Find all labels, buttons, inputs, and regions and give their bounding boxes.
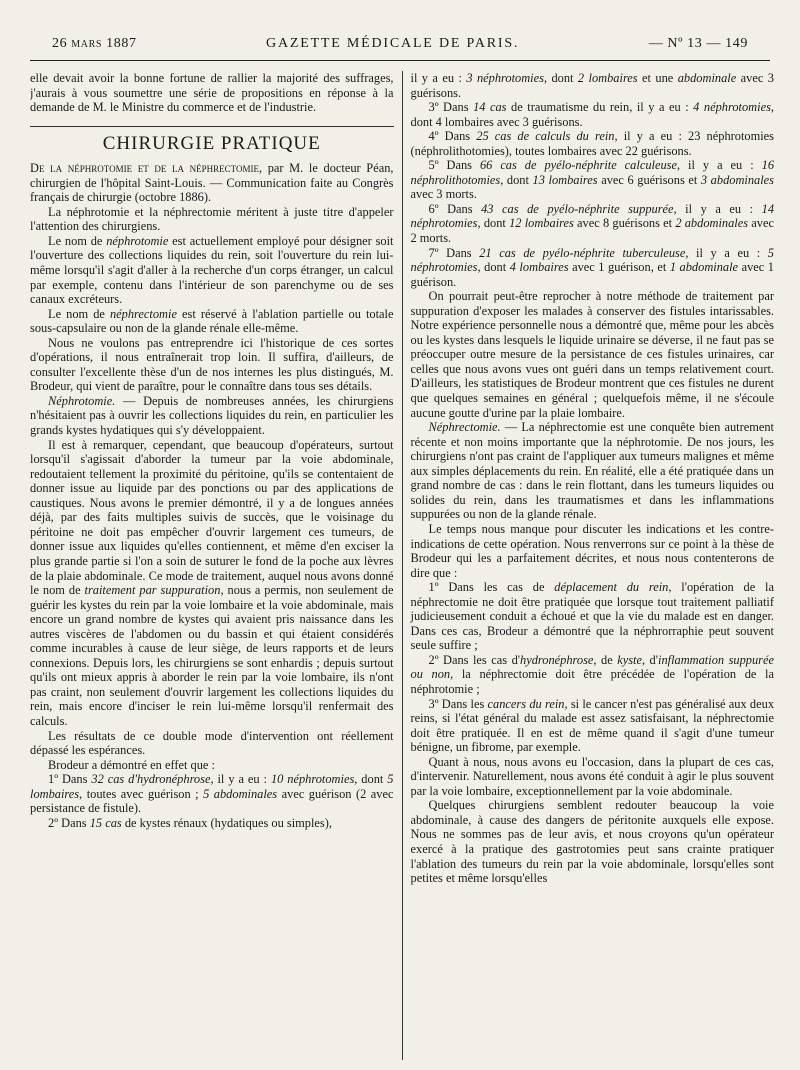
list-item: 1º Dans 32 cas d'hydronéphrose, il y a eu : 10 néphrotomies, dont 5 lombaires, toutes avec guérison ; 5 abdominales avec guérison (2 avec persistance de fistule). — [30, 772, 394, 816]
header-rule — [30, 60, 770, 61]
list-item: 6º Dans 43 cas de pyélo-néphrite suppurée, il y a eu : 14 néphrotomies, dont 12 lombaires avec 8 guérisons et 2 abdominales avec 2 morts. — [410, 201, 774, 246]
paragraph: Nous ne voulons pas entreprendre ici l'historique de ces sortes d'opérations, il nous entraînerait trop loin. Il suffira, d'ailleurs, de consulter l'excellente thèse d'un de nos internes les plus distingués, M. Brodeur, qui vient de paraître, pour le connaître dans tous ses détails. — [30, 335, 394, 394]
page-header — [52, 36, 748, 52]
list-item: 1º Dans les cas de déplacement du rein, l'opération de la néphrectomie ne doit être pratiquée que lorsque tout traitement palliatif judicieusement conduit a échoué et que la vie du malade est en danger. Dans ces cas, Brodeur a démontré que la néphrorraphie peut souvent seule suffire ; — [410, 580, 774, 653]
paragraph: Quant à nous, nous avons eu l'occasion, dans la plupart de ces cas, d'intervenir. Naturellement, nous avons été conduit à agir le plus souvent par la voie lombaire, exceptionnellement par la voie abdominale. — [410, 754, 774, 798]
paragraph: Les résultats de ce double mode d'intervention ont réellement dépassé les espérances. — [30, 728, 394, 758]
list-item: 2º Dans les cas d'hydronéphrose, de kyste, d'inflammation suppurée ou non, la néphrectomie doit être précédée de l'opération de la néphrotomie ; — [410, 652, 774, 696]
list-item: 4º Dans 25 cas de calculs du rein, il y a eu : 23 néphrotomies (néphrolithotomies), toutes lombaires avec 22 guérisons. — [410, 129, 774, 158]
intro-paragraph: elle devait avoir la bonne fortune de rallier la majorité des suffrages, j'aurais à vous soumettre une série de propositions en réponse à la demande de M. le Ministre du commerce et de l'industrie. — [30, 71, 394, 115]
byline-title: De la néphrotomie et de la néphrectomie, — [30, 161, 263, 176]
paragraph: Il est à remarquer, cependant, que beaucoup d'opérateurs, surtout lorsqu'il s'agissait d'aborder la tumeur par la voie abdominale, redoutaient tellement la proximité du péritoine, qu'ils se contentaient de donner issue au liquide par des ponctions ou par des applications de caustiques. Nous avons le premier démontré, il y a de longues années déjà, par des faits multiples suivis de succès, que le voisinage du péritoine ne doit pas empêcher d'ouvrir largement ces tumeurs, de donner issue aux liquides qu'elles contiennent, et même d'en exciser la plus grande partie si l'on a soin de suturer le fond de la poche aux lèvres de la plaie abdominale. Ce mode de traitement, auquel nous avons donné le nom de traitement par suppuration, nous a permis, non seulement de guérir les kystes du rein par la voie lombaire et la voie abdominale, mais encore un grand nombre de kystes qui avaient pris naissance dans les autres viscères de l'abdomen ou du bassin et qui étaient considérés comme incurables à cause de leur siège, de leurs rapports et de leurs connexions. Depuis lors, les chirurgiens se sont enhardis ; depuis surtout qu'ils ont mieux appris à aborder le rein par la voie lombaire, ils n'ont pas craint, non seulement d'ouvrir largement les collections liquides du rein, mais encore d'inciser le rein lui-même lorsqu'il renfermait des calculs. — [30, 437, 394, 728]
list-item: 7º Dans 21 cas de pyélo-néphrite tuberculeuse, il y a eu : 5 néphrotomies, dont 4 lombaires avec 1 guérison, et 1 abdominale avec 1 guérison. — [410, 245, 774, 289]
list-item: 3º Dans 14 cas de traumatisme du rein, il y a eu : 4 néphrotomies, dont 4 lombaires avec 3 guérisons. — [410, 100, 774, 129]
list-item: 5º Dans 66 cas de pyélo-néphrite calculeuse, il y a eu : 16 néphrolithotomies, dont 13 lombaires avec 6 guérisons et 3 abdominales avec 3 morts. — [410, 158, 774, 202]
paragraph: Le temps nous manque pour discuter les indications et les contre-indications de cette opération. Nous renverrons sur ce point à la thèse de Brodeur qui les a parfaitement décrites, et nous nous contenterons de dire que : — [410, 521, 774, 580]
paragraph: Quelques chirurgiens semblent redouter beaucoup la voie abdominale, à cause des dangers de péritonite auxquels elle expose. Nous ne sommes pas de leur avis, et nous croyons qu'un opérateur exercé à la pratique des gastrotomies peut sans crainte pratiquer l'ablation des tumeurs du rein par la voie abdominale, lorsqu'elles sont petites et même lorsqu'elles — [410, 798, 774, 886]
article-byline — [30, 161, 394, 205]
header-title: GAZETTE MÉDICALE DE PARIS. — [266, 36, 520, 51]
paragraph: il y a eu : 3 néphrotomies, dont 2 lombaires et une abdominale avec 3 guérisons. — [410, 71, 774, 100]
header-page-number: — Nº 13 — 149 — [648, 36, 748, 51]
paragraph: Le nom de néphrectomie est réservé à l'ablation partielle ou totale sous-capsulaire ou non de la glande rénale elle-même. — [30, 306, 394, 336]
paragraph: Néphrotomie. — Depuis de nombreuses années, les chirurgiens n'hésitaient pas à ouvrir les collections liquides du rein, en particulier les grands kystes hydatiques qui s'y développaient. — [30, 393, 394, 438]
paragraph: Néphrectomie. — La néphrectomie est une conquête bien autrement récente et non moins importante que la néphrotomie. De nos jours, les chirurgiens n'ont pas craint de l'appliquer aux tumeurs malignes et même aux simples déplacements du rein. En réalité, elle a été pratiquée dans un grand nombre de cas : dans le rein flottant, dans les tumeurs liquides ou solides du rein, dans les traumatismes et dans les inflammations suppurées ou non de la glande rénale. — [410, 420, 774, 522]
list-item: 2º Dans 15 cas de kystes rénaux (hydatiques ou simples), — [48, 815, 332, 830]
right-column — [403, 71, 775, 1060]
paragraph: On pourrait peut-être reprocher à notre méthode de traitement par suppuration d'exposer les malades à conserver des fistules intarissables. Notre expérience personnelle nous a démontré que, même pour les abcès ou les kystes dans lesquels le liquide urinaire se déverse, il ne faut pas se préoccuper outre mesure de la persistance de ces fistules urinaires, car celles que nous avons vues ont guéri dans un temps relativement court. D'ailleurs, les statistiques de Brodeur montrent que ces fistules ne durent que quelques semaines en général ; quelquefois même, il ne s'écoule aucune goutte d'urine par la plaie lombaire. — [410, 289, 774, 420]
section-rule — [30, 126, 394, 127]
byline-rest: par M. le docteur Péan, chirurgien de l'hôpital Saint-Louis. — Communication faite au Congrès français de chirurgie (octobre 1886). — [30, 161, 394, 205]
paragraph: Brodeur a démontré en effet que : — [48, 757, 215, 772]
header-date: 26 mars 1887 — [52, 36, 137, 51]
left-column — [30, 71, 402, 1060]
paragraph: La néphrotomie et la néphrectomie méritent à juste titre d'appeler l'attention des chirurgiens. — [30, 204, 394, 234]
section-title: CHIRURGIE PRATIQUE — [102, 132, 321, 154]
paragraph: Le nom de néphrotomie est actuellement employé pour désigner soit l'ouverture des collections liquides du rein, soit l'ouverture du rein lui-même lorsqu'il s'agit d'aller à la recherche d'un corps étranger, un calcul par exemple, contenu dans l'intérieur de son parenchyme ou de ses canaux excréteurs. — [30, 233, 394, 307]
list-item: 3º Dans les cancers du rein, si le cancer n'est pas généralisé aux deux reins, si l'état général du malade est assez satisfaisant, la néphrectomie doit être pratiquée. Il en est de même quand il s'agit d'une tumeur bénigne, un fibrome, par exemple. — [410, 696, 774, 755]
columns — [30, 71, 774, 1060]
